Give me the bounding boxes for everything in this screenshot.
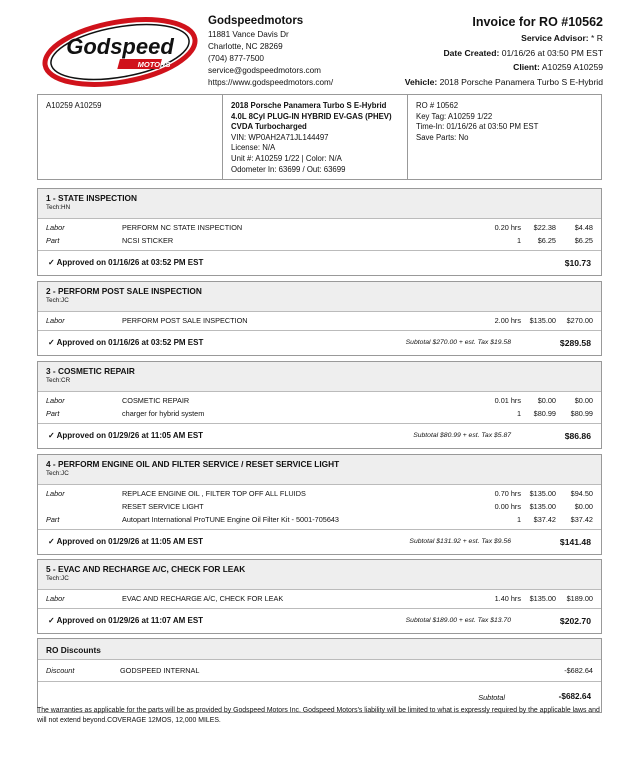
approval-status: ✓ Approved on 01/16/26 at 03:52 PM EST (48, 338, 204, 347)
line-kind: Part (46, 409, 60, 418)
job-tech: Tech:JC (46, 575, 69, 582)
logo-subtext: MOTORS (137, 60, 171, 69)
job-title: 4 - PERFORM ENGINE OIL AND FILTER SERVICE / RESET SERVICE LIGHT (46, 459, 340, 469)
job-subtotal: Subtotal $131.92 + est. Tax $9.56 (409, 538, 511, 545)
line-item (38, 234, 601, 247)
discount-kind: Discount (46, 666, 75, 675)
line-kind: Part (46, 515, 60, 524)
job-title: 2 - PERFORM POST SALE INSPECTION (46, 286, 202, 296)
vehicle-vin: VIN: WP0AH2A71JL144497 (231, 132, 329, 142)
logo-text: Godspeed (66, 34, 174, 59)
company-logo (40, 14, 200, 90)
line-description: COSMETIC REPAIR (122, 396, 190, 405)
customer-column (38, 95, 223, 179)
line-kind: Labor (46, 396, 65, 405)
invoice-header (405, 14, 603, 89)
approval-status: ✓ Approved on 01/29/26 at 11:05 AM EST (48, 431, 204, 440)
ro-number: RO # 10562 (416, 101, 459, 110)
job-section (37, 188, 602, 276)
line-description: REPLACE ENGINE OIL , FILTER TOP OFF ALL FLUIDS (122, 489, 306, 498)
line-amount: $189.00 (566, 594, 593, 603)
job-tech: Tech:HN (46, 204, 71, 211)
job-title: 3 - COSMETIC REPAIR (46, 366, 135, 376)
job-lines (38, 312, 601, 331)
line-item (38, 407, 601, 420)
line-rate: $37.42 (533, 515, 556, 524)
job-subtotal: Subtotal $189.00 + est. Tax $13.70 (405, 617, 511, 624)
line-amount: $270.00 (566, 316, 593, 325)
job-header (38, 362, 601, 392)
job-tech: Tech:JC (46, 470, 69, 477)
time-in: Time-In: 01/16/26 at 03:50 PM EST (416, 122, 539, 132)
line-quantity: 0.01 hrs (494, 396, 521, 405)
line-amount: $0.00 (574, 502, 593, 511)
line-kind: Labor (46, 594, 65, 603)
line-description: Autopart International ProTUNE Engine Oil Filter Kit - 5001-705643 (122, 515, 339, 524)
service-advisor: Service Advisor: * R (521, 33, 603, 43)
line-quantity: 1 (516, 409, 521, 418)
discount-description: GODSPEED INTERNAL (120, 666, 200, 675)
invoice-title: Invoice for RO #10562 (472, 15, 603, 29)
line-kind: Labor (46, 223, 65, 232)
line-description: RESET SERVICE LIGHT (122, 502, 204, 511)
line-kind: Part (46, 236, 60, 245)
vehicle: Vehicle: 2018 Porsche Panamera Turbo S E-Hybrid (404, 76, 603, 87)
line-quantity: 1.40 hrs (494, 594, 521, 603)
job-lines (38, 485, 601, 530)
job-lines (38, 219, 601, 251)
shop-address-line1: 11881 Vance Davis Dr (208, 30, 289, 39)
line-quantity: 2.00 hrs (494, 316, 521, 325)
shop-email: service@godspeedmotors.com (208, 66, 321, 75)
line-rate: $6.25 (537, 236, 556, 245)
key-tag: Key Tag: A10259 1/22 (416, 111, 493, 121)
discount-subtotal: -$682.64 (558, 692, 591, 701)
shop-info (208, 14, 333, 89)
line-amount: $4.48 (574, 223, 593, 232)
date-created: Date Created: 01/16/26 at 03:50 PM EST (443, 47, 603, 58)
discount-line (38, 660, 601, 682)
job-footer (38, 424, 601, 448)
line-rate: $0.00 (537, 396, 556, 405)
approval-status: ✓ Approved on 01/16/26 at 03:52 PM EST (48, 258, 204, 267)
ro-info-box (37, 94, 602, 180)
vehicle-odometer: Odometer In: 63699 / Out: 63699 (231, 164, 346, 174)
job-total: $86.86 (564, 431, 591, 441)
shop-phone: (704) 877-7500 (208, 54, 264, 63)
discount-amount: -$682.64 (564, 666, 593, 675)
line-rate: $22.38 (533, 223, 556, 232)
approval-status: ✓ Approved on 01/29/26 at 11:07 AM EST (48, 616, 204, 625)
job-footer (38, 530, 601, 554)
discount-subtotal-label: Subtotal (478, 693, 505, 702)
client: Client: A10259 A10259 (513, 62, 603, 72)
line-rate: $135.00 (529, 502, 556, 511)
line-amount: $80.99 (570, 409, 593, 418)
vehicle-license: License: N/A (231, 143, 276, 153)
job-title: 1 - STATE INSPECTION (46, 193, 137, 203)
job-section (37, 361, 602, 449)
line-quantity: 0.00 hrs (494, 502, 521, 511)
line-description: PERFORM NC STATE INSPECTION (122, 223, 243, 232)
approval-status: ✓ Approved on 01/29/26 at 11:05 AM EST (48, 537, 204, 546)
line-amount: $37.42 (570, 515, 593, 524)
job-total: $202.70 (559, 616, 591, 626)
save-parts: Save Parts: No (416, 132, 469, 142)
line-kind: Labor (46, 316, 65, 325)
job-tech: Tech:CR (46, 377, 71, 384)
job-header (38, 455, 601, 485)
line-description: EVAC AND RECHARGE A/C, CHECK FOR LEAK (122, 594, 284, 603)
shop-name: Godspeedmotors (208, 15, 304, 27)
job-footer (38, 331, 601, 355)
job-section (37, 559, 602, 634)
vehicle-name: 2018 Porsche Panamera Turbo S E-Hybrid (231, 101, 387, 110)
line-quantity: 1 (516, 515, 521, 524)
discounts-title: RO Discounts (38, 639, 601, 660)
line-quantity: 1 (516, 236, 521, 245)
job-footer (38, 251, 601, 275)
line-item (38, 500, 601, 513)
job-header (38, 560, 601, 590)
job-section (37, 281, 602, 356)
job-total: $10.73 (564, 258, 591, 268)
line-quantity: 0.20 hrs (494, 223, 521, 232)
line-item (38, 394, 601, 407)
job-lines (38, 590, 601, 609)
line-description: NCSI STICKER (122, 236, 174, 245)
job-total: $141.48 (559, 537, 591, 547)
line-kind: Labor (46, 489, 65, 498)
line-item (38, 592, 601, 605)
customer-name: A10259 A10259 (46, 101, 102, 110)
line-item (38, 221, 601, 234)
line-rate: $135.00 (529, 316, 556, 325)
warranty-text: The warranties as applicable for the parts will be as provided by Godspeed Motors Inc. Godspeed Motors's liability will be limited to what is expressly required by the applicable laws and will not extend beyond.COVERAGE 12MOS, 12,000 MILES. (37, 707, 600, 724)
line-amount: $94.50 (570, 489, 593, 498)
line-item (38, 314, 601, 327)
line-rate: $135.00 (529, 489, 556, 498)
job-subtotal: Subtotal $270.00 + est. Tax $19.58 (405, 339, 511, 346)
job-title: 5 - EVAC AND RECHARGE A/C, CHECK FOR LEAK (46, 564, 246, 574)
shop-address-line2: Charlotte, NC 28269 (208, 42, 283, 51)
line-rate: $135.00 (529, 594, 556, 603)
shop-website: https://www.godspeedmotors.com/ (208, 78, 334, 87)
job-footer (38, 609, 601, 633)
vehicle-trim: CVDA Turbocharged (231, 122, 307, 132)
job-lines (38, 392, 601, 424)
job-tech: Tech:JC (46, 297, 69, 304)
job-section (37, 454, 602, 555)
ro-column (408, 95, 601, 179)
job-header (38, 189, 601, 219)
job-subtotal: Subtotal $80.99 + est. Tax $5.87 (413, 432, 511, 439)
line-quantity: 0.70 hrs (494, 489, 521, 498)
vehicle-column (223, 95, 408, 179)
line-description: charger for hybrid system (122, 409, 205, 418)
line-description: PERFORM POST SALE INSPECTION (122, 316, 248, 325)
line-item (38, 487, 601, 500)
discounts-section (37, 638, 602, 713)
line-amount: $0.00 (574, 396, 593, 405)
job-total: $289.58 (559, 338, 591, 348)
vehicle-unit: Unit #: A10259 1/22 | Color: N/A (231, 153, 342, 163)
line-amount: $6.25 (574, 236, 593, 245)
line-rate: $80.99 (533, 409, 556, 418)
job-header (38, 282, 601, 312)
line-item (38, 513, 601, 526)
vehicle-engine: 4.0L 8Cyl PLUG-IN HYBRID EV-GAS (PHEV) (231, 111, 392, 121)
